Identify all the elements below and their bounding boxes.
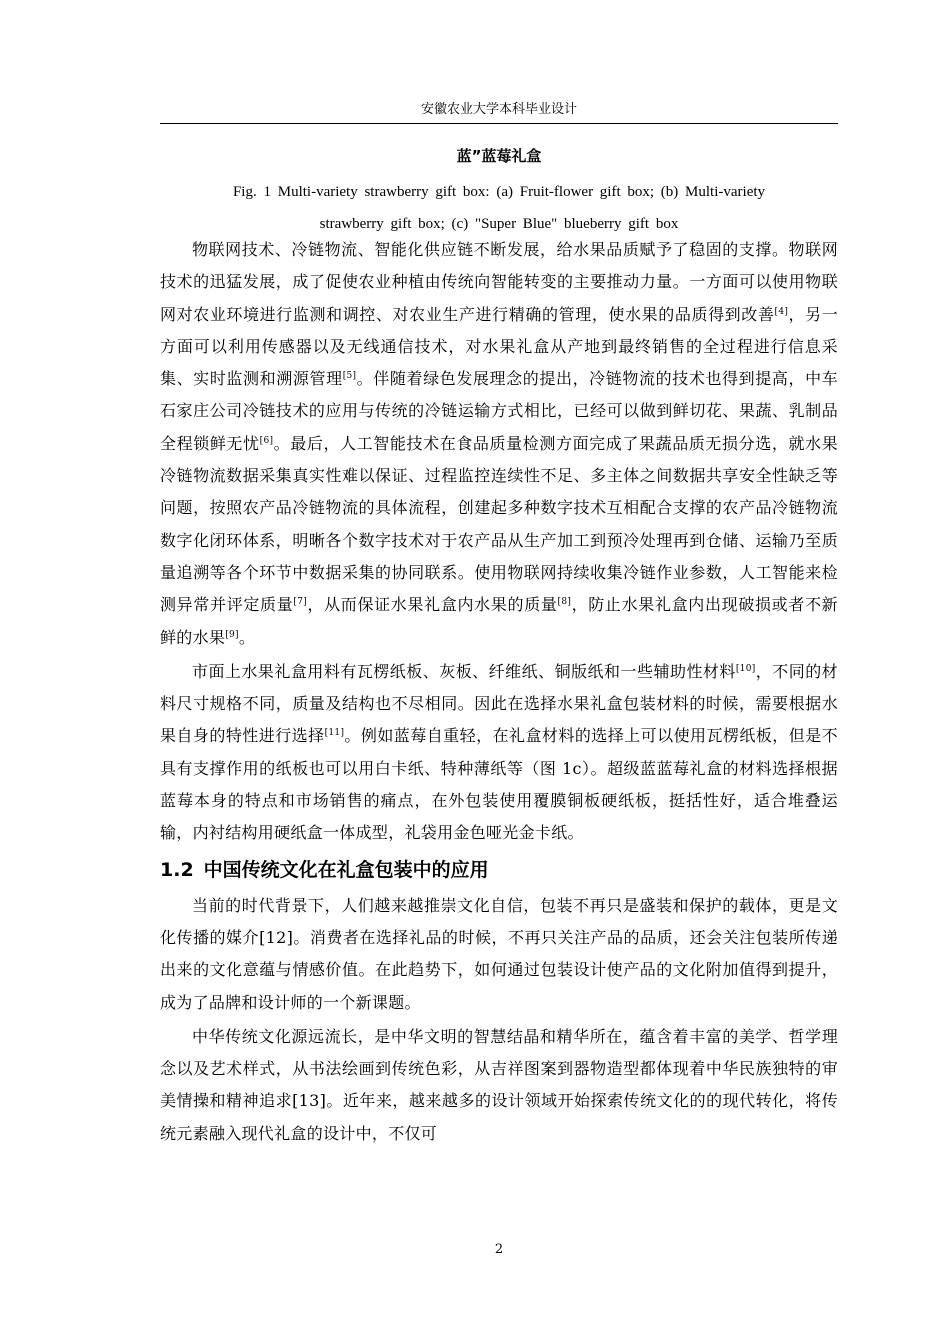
- paragraph-traditional-culture: 中华传统文化源远流长，是中华文明的智慧结晶和精华所在，蕴含着丰富的美学、哲学理念以及艺术样式，从书法绘画到传统色彩，从吉祥图案到器物造型都体现着中华民族独特的审美情操和精神追求[13]。近年来，越来越多的设计领域开始探索传统文化的的现代转化，将传统元素融入现代礼盒的设计中，不仅可: [160, 1026, 838, 1143]
- paragraph-iot-cold-chain: [160, 234, 838, 654]
- text-segment: ，不同的材料尺寸规格不同，质量及结构也不尽相同。因此在选择水果礼盒包装材料的时候，需要根据水果自身的特性进行选择: [160, 661, 838, 746]
- citation: [7]: [293, 597, 308, 608]
- figure-caption-cn: 蓝”蓝莓礼盒: [456, 147, 542, 165]
- citation: [10]: [735, 663, 756, 674]
- page-number: 2: [494, 1242, 504, 1257]
- text-segment: 。: [238, 627, 256, 647]
- section-number: 1.2: [160, 858, 194, 881]
- citation: [11]: [324, 728, 345, 739]
- text-segment: ，从而保证水果礼盒内水果的质量: [307, 595, 558, 615]
- running-header: 安徽农业大学本科毕业设计: [420, 102, 577, 117]
- figure-caption-en-line1: Fig. 1 Multi-variety strawberry gift box: (a) Fruit-flower gift box; (b) Multi-variety: [232, 184, 766, 200]
- paragraph-packaging-materials: [160, 656, 838, 850]
- text-segment: 物联网技术、冷链物流、智能化供应链不断发展，给水果品质赋予了稳固的支撑。物联网技术的迅猛发展，成了促使农业种植由传统向智能转变的主要推动力量。一方面可以使用物联网对农业环境进行监测和调控、对农业生产进行精确的管理，使水果的品质得到改善: [160, 240, 838, 324]
- text-segment: ，防止水果礼盒内出现破损或者不新鲜的水果: [160, 595, 838, 647]
- body-text: [160, 234, 838, 1150]
- citation: [8]: [557, 597, 572, 608]
- figure-caption-en-line2: strawberry gift box; (c) "Super Blue" blueberry gift box: [319, 216, 679, 232]
- paragraph-cultural-confidence: 当前的时代背景下，人们越来越推崇文化自信，包装不再只是盛装和保护的载体，更是文化传播的媒介[12]。消费者在选择礼品的时候，不再只关注产品的品质，还会关注包装所传递出来的文化意蕴与情感价值。在此趋势下，如何通过包装设计使产品的文化附加值得到提升，成为了品牌和设计师的一个新课题。: [160, 895, 838, 1012]
- citation: [9]: [225, 629, 239, 640]
- text-segment: 。伴随着绿色发展理念的提出，冷链物流的技术也得到提高，中车石家庄公司冷链技术的应用与传统的冷链运输方式相比，已经可以做到鲜切花、果蔬、乳制品全程锁鲜无忧: [160, 369, 838, 453]
- text-segment: 。例如蓝莓自重轻，在礼盒材料的选择上可以使用瓦楞纸板，但是不具有支撑作用的纸板也可以用白卡纸、特种薄纸等（图 1c）。超级蓝蓝莓礼盒的材料选择根据蓝莓本身的特点和市场销售的痛点，在外包装使用覆膜铜板硬纸板，挺括性好，适合堆叠运输，内衬结构用硬纸盒一体成型，礼袋用金色哑光金卡纸。: [160, 726, 838, 843]
- section-heading: [160, 854, 838, 886]
- citation: [6]: [259, 435, 274, 446]
- citation: [4]: [774, 306, 789, 317]
- header-rule: [160, 123, 838, 124]
- section-title: 中国传统文化在礼盒包装中的应用: [203, 858, 489, 881]
- text-segment: 。最后，人工智能技术在食品质量检测方面完成了果蔬品质无损分选，就水果冷链物流数据采集真实性难以保证、过程监控连续性不足、多主体之间数据共享安全性缺乏等问题，按照农产品冷链物流的具体流程，创建起多种数字技术互相配合支撑的农产品冷链物流数字化闭环体系，明晰各个数字技术对于农产品从生产加工到预冷处理再到仓储、运输乃至质量追溯等各个环节中数据采集的协同联系。使用物联网持续收集冷链作业参数，人工智能来检测异常并评定质量: [160, 433, 838, 615]
- text-segment: ，另一方面可以利用传感器以及无线通信技术，对水果礼盒从产地到最终销售的全过程进行信息采集、实时监测和溯源管理: [160, 304, 838, 389]
- citation: [5]: [342, 371, 357, 382]
- figure-caption-en: [160, 176, 838, 240]
- text-segment: 市面上水果礼盒用料有瓦楞纸板、灰板、纤维纸、铜版纸和一些辅助性材料: [192, 661, 736, 681]
